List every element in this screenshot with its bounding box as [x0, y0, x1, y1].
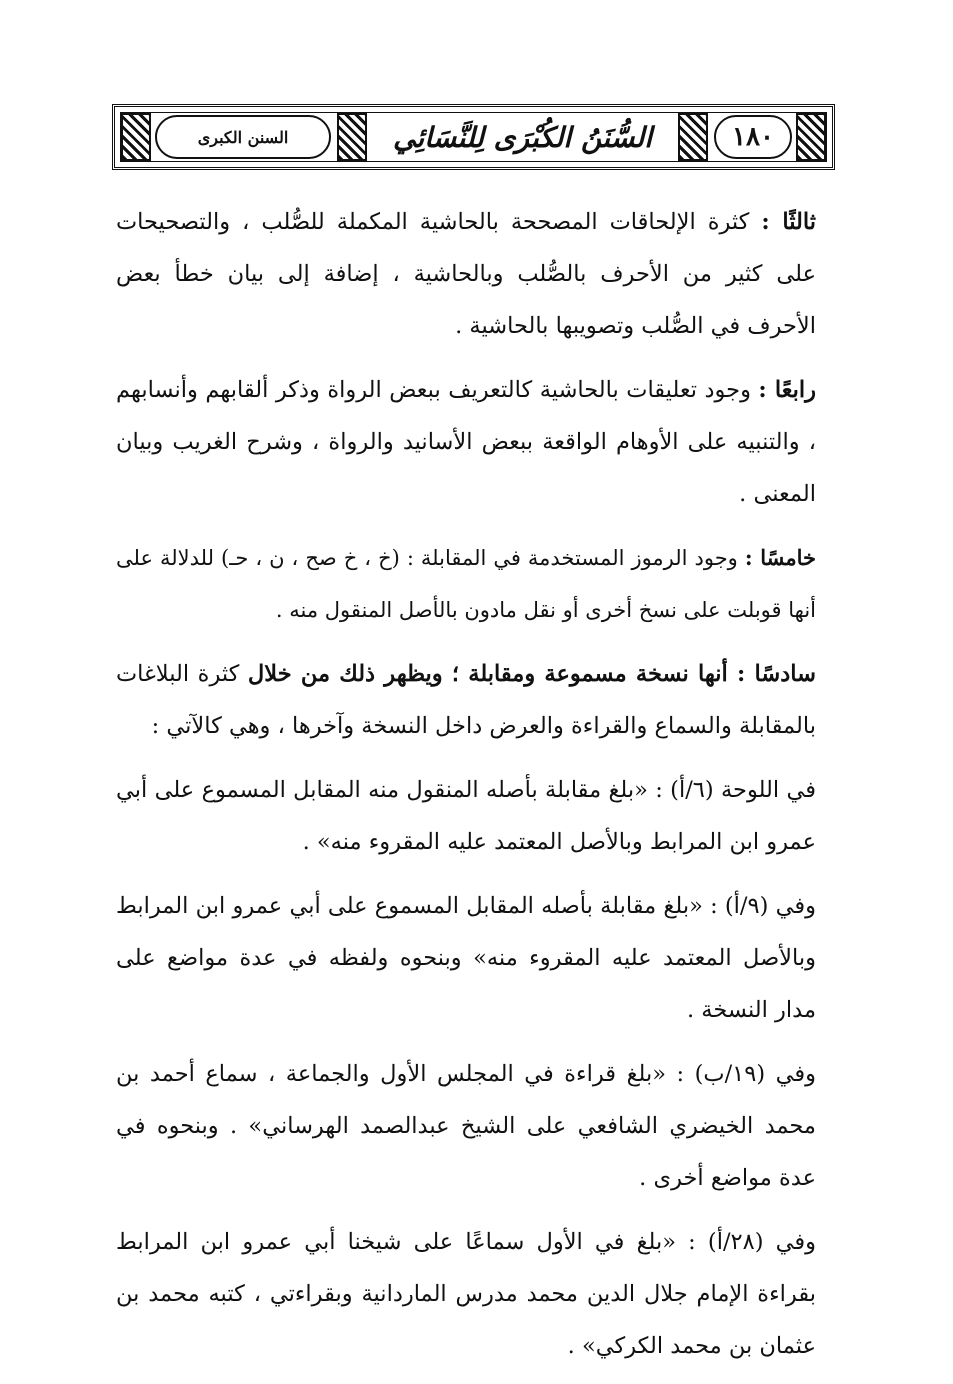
paragraph-quote-6a: [116, 764, 816, 868]
ornament-knot-icon: [121, 113, 151, 161]
paragraph-text: كثرة الإلحاقات المصححة بالحاشية المكملة للصُّلب ، والتصحيحات على كثير من الأحرف بالصُّلب وبالحاشية ، إضافة إلى بيان خطأ بعض الأحرف في الصُّلب وتصويبها بالحاشية .: [116, 209, 816, 339]
book-emblem: السنن الكبرى: [155, 115, 331, 159]
paragraph-text: وجود الرموز المستخدمة في المقابلة : (خ ، خ صح ، ن ، حـ) للدلالة على أنها قوبلت على نسخ أخرى أو نقل مادون بالأصل المنقول منه .: [116, 546, 816, 622]
paragraph-text: وجود تعليقات بالحاشية كالتعريف ببعض الرواة وذكر ألقابهم وأنسابهم ، والتنبيه على الأوهام الواقعة ببعض الأسانيد والرواة ، وشرح الغريب وبيان المعنى .: [116, 377, 816, 507]
ornament-knot-icon: [678, 113, 708, 161]
paragraph-fourth: [116, 364, 816, 520]
page-number: ١٨٠: [714, 115, 792, 159]
page-header: [112, 104, 835, 170]
paragraph-text: كثرة البلاغات بالمقابلة والسماع والقراءة والعرض داخل النسخة وآخرها ، وهي كالآتي :: [116, 661, 816, 739]
page-body: [116, 196, 816, 1372]
book-title: السُّنَنُ الكُبْرَى لِلنَّسَائِي: [392, 120, 653, 154]
ornament-knot-icon: [796, 113, 826, 161]
paragraph-fifth: [116, 532, 816, 636]
paragraph-quote-19b: [116, 1048, 816, 1204]
paragraph-quote-28a: [116, 1216, 816, 1372]
paragraph-text: وفي (١٩/ب) : «بلغ قراءة في المجلس الأول والجماعة ، سماع أحمد بن محمد الخيضري الشافعي على الشيخ عبدالصمد الهرساني» . وبنحوه في عدة مواضع أخرى .: [116, 1061, 817, 1191]
paragraph-text: وفي (٩/أ) : «بلغ مقابلة بأصله المقابل المسموع على أبي عمرو ابن المرابط وبالأصل المعتمد عليه المقروء منه» وبنحوه ولفظه في عدة مواضع على مدار النسخة .: [116, 893, 816, 1023]
paragraph-text: وفي (٢٨/أ) : «بلغ في الأول سماعًا على شيخنا أبي عمرو ابن المرابط بقراءة الإمام جلال الدين محمد مدرس الماردانية وبقراءتي ، كتبه محمد بن عثمان بن محمد الكركي» .: [116, 1229, 817, 1359]
paragraph-lead: خامسًا :: [744, 545, 816, 570]
paragraph-lead: سادسًا : أنها نسخة مسموعة ومقابلة ؛ ويظهر ذلك من خلال: [247, 661, 816, 687]
paragraph-sixth: [116, 648, 816, 752]
ornament-knot-icon: [337, 113, 367, 161]
paragraph-lead: رابعًا :: [758, 377, 816, 403]
paragraph-third: [116, 196, 816, 352]
paragraph-lead: ثالثًا :: [761, 209, 816, 235]
paragraph-text: في اللوحة (٦/أ) : «بلغ مقابلة بأصله المنقول منه المقابل المسموع على أبي عمرو ابن المرابط وبالأصل المعتمد عليه المقروء منه» .: [116, 777, 816, 855]
paragraph-quote-9a: [116, 880, 816, 1036]
